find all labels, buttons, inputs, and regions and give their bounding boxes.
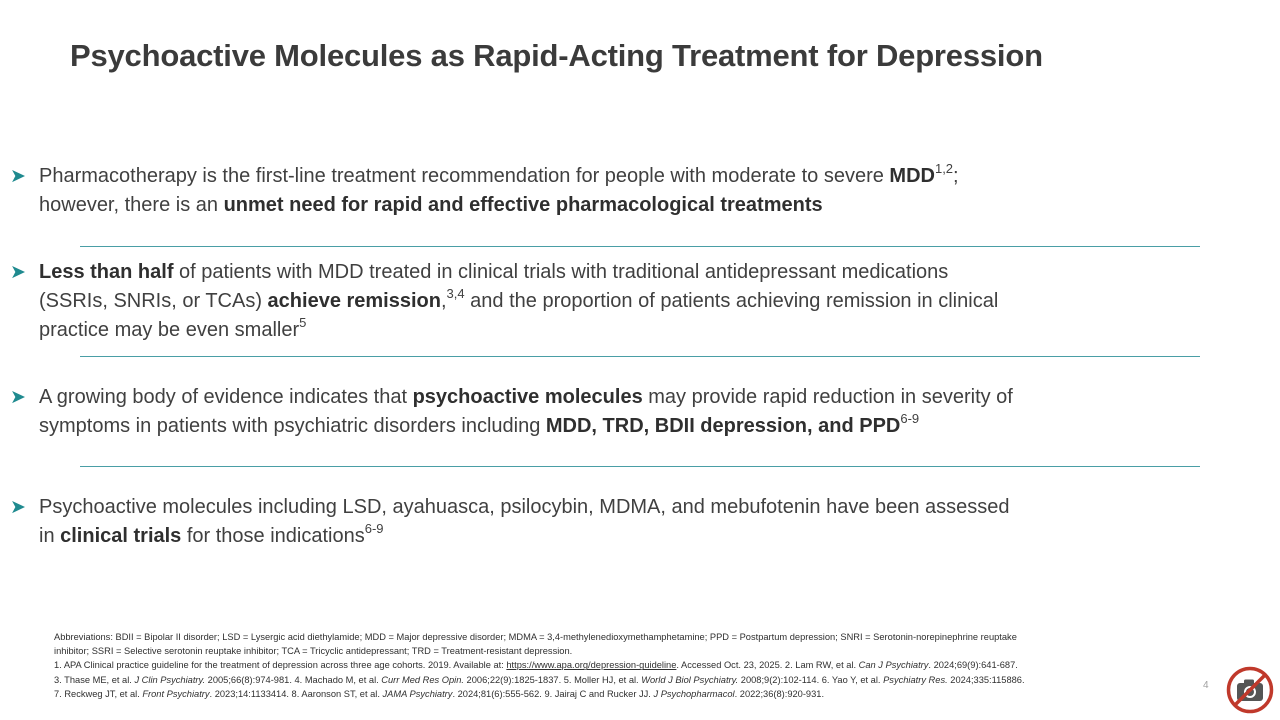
- text-run: J Psychopharmacol: [653, 688, 735, 699]
- arrowhead-bullet-icon: ➤: [10, 387, 26, 408]
- text-run: 2008;9(2):102-114. 6. Yao Y, et al.: [738, 674, 884, 685]
- text-run: 3. Thase ME, et al.: [54, 674, 135, 685]
- arrowhead-bullet-icon: ➤: [10, 166, 26, 187]
- text-run: . 2023;14:1133414. 8. Aaronson ST, et al.: [209, 688, 383, 699]
- bullet-text: [39, 383, 1114, 441]
- text-run: may provide rapid reduction in severity of: [642, 386, 1013, 408]
- footnote-line: [54, 658, 1204, 672]
- text-run: World J Biol Psychiatry.: [641, 674, 739, 685]
- text-run: Less than half: [39, 261, 174, 283]
- text-run: Can J Psychiatry: [858, 660, 929, 671]
- text-run: 1. APA Clinical practice guideline for the treatment of depression across three age cohorts. 2019. Available at:: [54, 660, 507, 671]
- text-run: ;: [953, 165, 959, 187]
- text-run: MDD: [889, 165, 935, 187]
- text-run: symptoms in patients with psychiatric disorders including: [39, 415, 546, 437]
- page-number: 4: [1203, 680, 1209, 691]
- text-run: in: [39, 525, 61, 547]
- text-run: Psychoactive molecules including LSD, ayahuasca, psilocybin, MDMA, and mebufotenin have been assessed: [39, 496, 1010, 518]
- text-run: Front Psychiatry: [142, 688, 210, 699]
- text-run: clinical trials: [60, 525, 182, 547]
- arrowhead-bullet-icon: ➤: [10, 262, 26, 283]
- text-run: JAMA Psychiatry: [382, 688, 453, 699]
- text-run: achieve remission: [267, 290, 441, 312]
- text-run: Psychiatry Res.: [883, 674, 948, 685]
- bullet-text: [39, 493, 1114, 551]
- text-run: 2006;22(9):1825-1837. 5. Moller HJ, et al.: [463, 674, 642, 685]
- citation-superscript: 3,4: [446, 286, 465, 302]
- citation-superscript: 6-9: [364, 521, 384, 537]
- text-run: . 2022;36(8):920-931.: [734, 688, 825, 699]
- text-run: and the proportion of patients achieving remission in clinical: [464, 290, 999, 312]
- text-run: of patients with MDD treated in clinical trials with traditional antidepressant medications: [173, 261, 949, 283]
- footnote-line: [54, 673, 1204, 687]
- text-run: . 2024;69(9):641-687.: [928, 660, 1018, 671]
- footnotes: [54, 630, 1204, 701]
- footnote-line: [54, 687, 1204, 701]
- text-run: 7. Reckweg JT, et al.: [54, 688, 143, 699]
- text-run: 2005;66(8):974-981. 4. Machado M, et al.: [205, 674, 382, 685]
- text-run: Curr Med Res Opin.: [381, 674, 464, 685]
- text-run: 2024;335:115886.: [947, 674, 1025, 685]
- text-run: for those indications: [181, 525, 365, 547]
- bullet-text: [39, 258, 1114, 345]
- text-run: Pharmacotherapy is the first-line treatment recommendation for people with moderate to severe: [39, 165, 890, 187]
- footnote-line: [54, 630, 1204, 644]
- text-run: ,: [440, 290, 447, 312]
- text-run: unmet need for rapid and effective pharmacological treatments: [223, 194, 823, 216]
- text-run: . Accessed Oct. 23, 2025. 2. Lam RW, et al.: [676, 660, 859, 671]
- page-title: Psychoactive Molecules as Rapid-Acting Treatment for Depression: [70, 38, 1043, 73]
- separator-line: [80, 356, 1200, 357]
- text-run: Abbreviations: BDII = Bipolar II disorder; LSD = Lysergic acid diethylamide; MDD = Major depressive disorder; MDMA = 3,4-methylenedioxymethamphetamine; PPD = Postpartum depression; SNRI = Serotonin-norepinephrine reuptake: [54, 632, 1017, 642]
- citation-superscript: 6-9: [900, 411, 920, 427]
- text-run: A growing body of evidence indicates that: [39, 386, 413, 408]
- text-run: inhibitor; SSRI = Selective serotonin reuptake inhibitor; TCA = Tricyclic antidepressant; TRD = Treatment-resistant depression.: [54, 646, 573, 657]
- text-run: J Clin Psychiatry.: [134, 674, 206, 685]
- separator-line: [80, 246, 1200, 247]
- footnote-line: [54, 644, 1204, 658]
- text-run: practice may be even smaller: [39, 319, 300, 341]
- reference-link[interactable]: https://www.apa.org/depression-guideline: [506, 660, 677, 671]
- bullet-text: [39, 162, 1114, 220]
- no-camera-icon: [1226, 666, 1274, 714]
- text-run: (SSRIs, SNRIs, or TCAs): [39, 290, 268, 312]
- text-run: psychoactive molecules: [412, 386, 643, 408]
- text-run: however, there is an: [39, 194, 224, 216]
- text-run: . 2024;81(6):555-562. 9. Jairaj C and Rucker JJ.: [452, 688, 654, 699]
- separator-line: [80, 466, 1200, 467]
- citation-superscript: 1,2: [934, 161, 954, 177]
- arrowhead-bullet-icon: ➤: [10, 497, 26, 518]
- text-run: MDD, TRD, BDII depression, and PPD: [545, 415, 901, 437]
- citation-superscript: 5: [299, 315, 307, 331]
